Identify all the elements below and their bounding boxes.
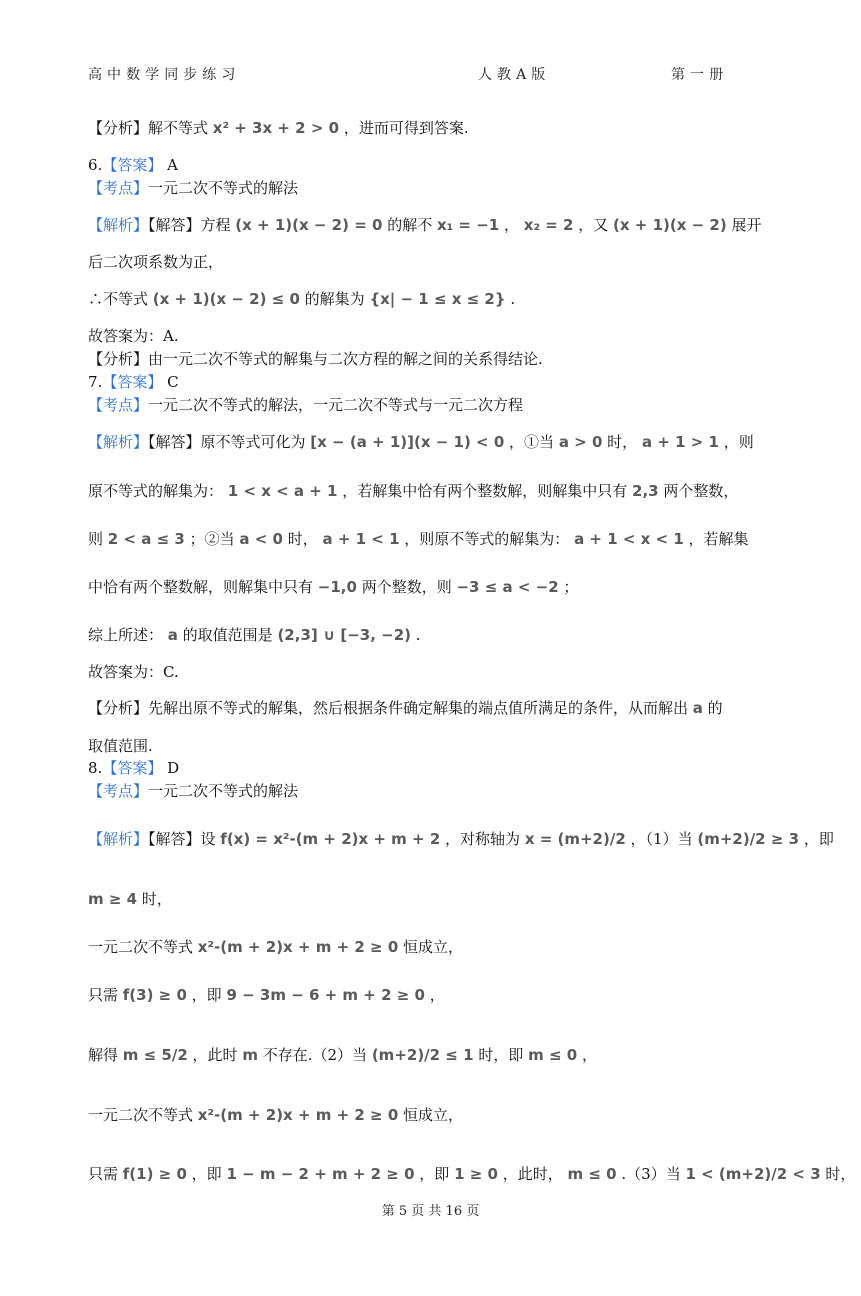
text-line [88, 117, 778, 139]
math-expression: a + 1 < 1 [322, 530, 400, 548]
math-expression: x² + 3x + 2 > 0 [212, 119, 340, 137]
text-line [88, 1044, 778, 1066]
text-line [88, 624, 778, 646]
math-expression: x₂ = 2 [523, 216, 574, 234]
text-line [88, 1163, 856, 1185]
math-expression: a [167, 626, 178, 644]
text-run: . [505, 290, 516, 308]
text-run: ， [499, 216, 524, 234]
text-run: 一元二次不等式的解法，一元二次不等式与一元二次方程 [148, 396, 524, 414]
text-run: ，对称轴为 [440, 830, 525, 848]
math-expression: 9 − 3m − 6 + m + 2 ≥ 0 [226, 986, 425, 1004]
math-expression: (2,3] ∪ [−3, −2) [277, 626, 412, 644]
text-line [88, 251, 778, 273]
text-run: 时， [137, 890, 172, 908]
text-line [88, 431, 778, 453]
text-run: 原不等式的解集为： [88, 482, 228, 500]
math-expression: 1 < x < a + 1 [227, 482, 338, 500]
math-expression: x₁ = −1 [436, 216, 500, 234]
text-run: 故答案为：A. [88, 327, 179, 345]
text-line [88, 154, 778, 176]
text-run: 展开 [726, 216, 762, 234]
math-expression: a [692, 699, 703, 717]
text-run: 【分析】解不等式 [88, 119, 213, 137]
text-run: 综上所述： [88, 626, 168, 644]
section-tag: 【解析】 [88, 830, 149, 848]
text-line [88, 528, 778, 550]
text-run: 6. [88, 156, 103, 174]
text-run: D [162, 759, 180, 777]
text-run: ， [577, 1046, 597, 1064]
text-run: 的取值范围是 [177, 626, 278, 644]
text-run: 的解集为 [299, 290, 370, 308]
text-run: . [411, 626, 421, 644]
text-run: 一元二次不等式 [88, 938, 198, 956]
header-edition: 人 教 A 版 [478, 67, 546, 83]
section-tag: 【考点】 [88, 179, 149, 197]
text-run: ，若解集中恰有两个整数解，则解集中只有 [337, 482, 633, 500]
text-line [88, 214, 778, 236]
text-run: ； [558, 578, 579, 596]
text-line [88, 348, 778, 370]
math-expression: 1 − m − 2 + m + 2 ≥ 0 [226, 1165, 415, 1183]
text-run: ∴不等式 [88, 290, 153, 308]
math-expression: m ≥ 4 [88, 890, 138, 908]
section-tag: 【考点】 [88, 396, 149, 414]
text-run: 两个整数， [658, 482, 739, 500]
text-run: A [162, 156, 178, 174]
math-expression: −3 ≤ a < −2 [456, 578, 559, 596]
math-expression: x = (m+2)/2 [524, 830, 626, 848]
text-run: 恒成立， [398, 1106, 464, 1124]
text-run: 【分析】先解出原不等式的解集，然后根据条件确定解集的端点值所满足的条件，从而解出 [88, 699, 693, 717]
text-run: ，即 [186, 1165, 227, 1183]
text-line [88, 394, 778, 416]
text-run: 不存在.（2）当 [257, 1046, 372, 1064]
math-expression: x²-(m + 2)x + m + 2 ≥ 0 [197, 938, 399, 956]
math-expression: (m+2)/2 ≤ 1 [371, 1046, 474, 1064]
math-expression: m ≤ 0 [528, 1046, 578, 1064]
math-expression: (x + 1)(x − 2) [613, 216, 727, 234]
text-line [88, 177, 778, 199]
math-expression: 1 < (m+2)/2 < 3 [685, 1165, 821, 1183]
text-run: ，此时， [497, 1165, 568, 1183]
text-run: ，则 [718, 433, 754, 451]
section-tag: 【解析】 [88, 433, 149, 451]
text-run: 的解不 [382, 216, 437, 234]
text-run: ，若解集 [683, 530, 749, 548]
text-line [88, 1104, 778, 1126]
text-run: 取值范围. [88, 737, 153, 755]
text-run: 只需 [88, 986, 123, 1004]
text-run: 【解答】方程 [148, 216, 236, 234]
text-run: 【解答】原不等式可化为 [148, 433, 311, 451]
text-run: ；②当 [184, 530, 240, 548]
math-expression: a + 1 < x < 1 [574, 530, 684, 548]
text-run: .（3）当 [616, 1165, 686, 1183]
math-expression: m ≤ 5/2 [122, 1046, 188, 1064]
text-run: 两个整数，则 [356, 578, 457, 596]
text-run: ，此时 [187, 1046, 243, 1064]
text-run: ， [424, 986, 445, 1004]
math-expression: f(3) ≥ 0 [122, 986, 187, 1004]
math-expression: 1 ≥ 0 [454, 1165, 498, 1183]
text-line [88, 936, 778, 958]
header-subject: 高 中 数 学 同 步 练 习 [88, 67, 236, 83]
text-run: ，即 [186, 986, 227, 1004]
text-run: 恒成立， [398, 938, 464, 956]
text-run: 时， [820, 1165, 856, 1183]
text-run: 时， [282, 530, 323, 548]
text-run: ，即 [414, 1165, 455, 1183]
text-run: 一元二次不等式的解法 [148, 179, 299, 197]
text-run: ，即 [799, 830, 834, 848]
text-line [88, 735, 778, 757]
text-run: 【解答】设 [148, 830, 221, 848]
math-expression: {x| − 1 ≤ x ≤ 2} [369, 290, 506, 308]
section-tag: 【答案】 [102, 373, 163, 391]
text-line [88, 480, 778, 502]
math-expression: a < 0 [239, 530, 283, 548]
math-expression: f(x) = x²-(m + 2)x + m + 2 [220, 830, 441, 848]
text-run: 一元二次不等式 [88, 1106, 198, 1124]
text-run: 后二次项系数为正， [88, 253, 224, 271]
section-tag: 【考点】 [88, 782, 149, 800]
math-expression: a > 0 [558, 433, 603, 451]
section-tag: 【答案】 [102, 156, 163, 174]
text-line [88, 325, 778, 347]
text-run: ，（1）当 [625, 830, 698, 848]
text-run: 8. [88, 759, 103, 777]
text-run: ，进而可得到答案. [339, 119, 469, 137]
page-footer: 第 5 页 共 16 页 [381, 1204, 480, 1219]
text-line [88, 288, 778, 310]
text-run: 只需 [88, 1165, 123, 1183]
math-expression: 2,3 [632, 482, 659, 500]
text-line [88, 576, 778, 598]
text-run: ，①当 [504, 433, 559, 451]
section-tag: 【解析】 [88, 216, 149, 234]
math-expression: x²-(m + 2)x + m + 2 ≥ 0 [197, 1106, 399, 1124]
text-run: 的 [702, 699, 723, 717]
text-run: 一元二次不等式的解法 [148, 782, 299, 800]
text-line [88, 697, 778, 719]
text-run: ，又 [573, 216, 614, 234]
text-run: 则 [88, 530, 108, 548]
text-run: 【分析】由一元二次不等式的解集与二次方程的解之间的关系得结论. [88, 350, 543, 368]
text-line [88, 371, 778, 393]
text-run: 7. [88, 373, 103, 391]
text-run: 时，即 [473, 1046, 529, 1064]
math-expression: (x + 1)(x − 2) ≤ 0 [152, 290, 300, 308]
math-expression: m ≤ 0 [567, 1165, 617, 1183]
header-volume: 第 一 册 [671, 67, 724, 83]
text-line [88, 661, 778, 683]
text-line [88, 757, 778, 779]
text-line [88, 828, 834, 850]
text-line [88, 888, 778, 910]
text-line [88, 780, 778, 802]
text-run: C [162, 373, 179, 391]
math-expression: (x + 1)(x − 2) = 0 [235, 216, 383, 234]
section-tag: 【答案】 [102, 759, 163, 777]
math-expression: −1,0 [317, 578, 357, 596]
math-expression: 2 < a ≤ 3 [107, 530, 185, 548]
math-expression: a + 1 > 1 [641, 433, 719, 451]
math-expression: (m+2)/2 ≥ 3 [697, 830, 800, 848]
text-run: ，则原不等式的解集为： [399, 530, 575, 548]
math-expression: [x − (a + 1)](x − 1) < 0 [310, 433, 505, 451]
math-expression: m [242, 1046, 258, 1064]
page-header [88, 64, 778, 86]
text-run: 故答案为：C. [88, 663, 179, 681]
math-expression: f(1) ≥ 0 [122, 1165, 187, 1183]
text-run: 解得 [88, 1046, 123, 1064]
text-line [88, 984, 778, 1006]
text-run: 中恰有两个整数解，则解集中只有 [88, 578, 318, 596]
text-run: 时， [602, 433, 642, 451]
